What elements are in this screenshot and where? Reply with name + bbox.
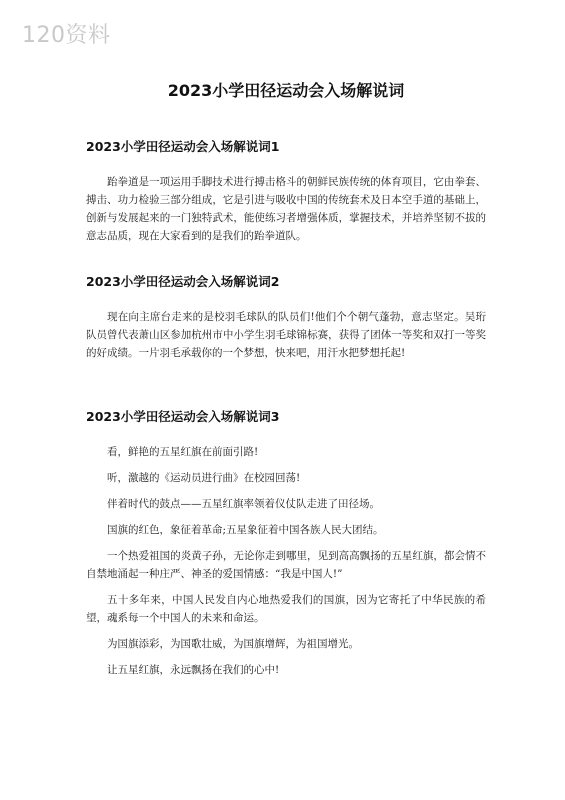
section-heading: 2023小学田径运动会入场解说词1 [86, 139, 280, 154]
paragraph: 听，激越的《运动员进行曲》在校园回荡! [107, 472, 301, 484]
paragraph: 一个热爱祖国的炎黄子孙，无论你走到哪里，见到高高飘扬的五星红旗，都会情不自禁地涌起一种庄严、神圣的爱国情感：“我是中国人!” [86, 550, 486, 580]
paragraph: 让五星红旗，永远飘扬在我们的心中! [107, 664, 280, 676]
paragraph: 伴着时代的鼓点——五星红旗率领着仪仗队走进了田径场。 [107, 498, 380, 510]
paragraph: 现在向主席台走来的是校羽毛球队的队员们!他们个个朝气蓬勃，意志坚定。吴珩队员曾代表萧山区参加杭州市中小学生羽毛球锦标赛，获得了团体一等奖和双打一等奖的好成绩。一片羽毛承载你的一个梦想，快来吧，用汗水把梦想托起! [86, 311, 486, 359]
paragraph: 国旗的红色，象征着革命;五星象征着中国各族人民大团结。 [107, 524, 384, 536]
paragraph: 为国旗添彩，为国歌壮威，为国旗增辉，为祖国增光。 [107, 638, 359, 650]
section-2 [86, 272, 486, 362]
paragraph: 五十多年来，中国人民发自内心地热爱我们的国旗，因为它寄托了中华民族的希望，魂系每一个中国人的未来和命运。 [86, 594, 486, 624]
section-3 [86, 407, 486, 687]
section-heading: 2023小学田径运动会入场解说词2 [86, 274, 280, 289]
document-title: 2023小学田径运动会入场解说词 [167, 81, 405, 100]
paragraph: 看，鲜艳的五星红旗在前面引路! [107, 446, 259, 458]
section-heading: 2023小学田径运动会入场解说词3 [86, 409, 280, 424]
section-1 [86, 137, 486, 245]
watermark: 120资料 [22, 23, 111, 48]
paragraph: 跆拳道是一项运用手脚技术进行搏击格斗的朝鲜民族传统的体育项目，它由拳套、搏击、功力检验三部分组成，它是引进与吸收中国的传统套术及日本空手道的基础上，创新与发展起来的一门独特武术，能使练习者增强体质，掌握技术，并培养坚韧不拔的意志品质，现在大家看到的是我们的跆拳道队。 [86, 176, 486, 242]
